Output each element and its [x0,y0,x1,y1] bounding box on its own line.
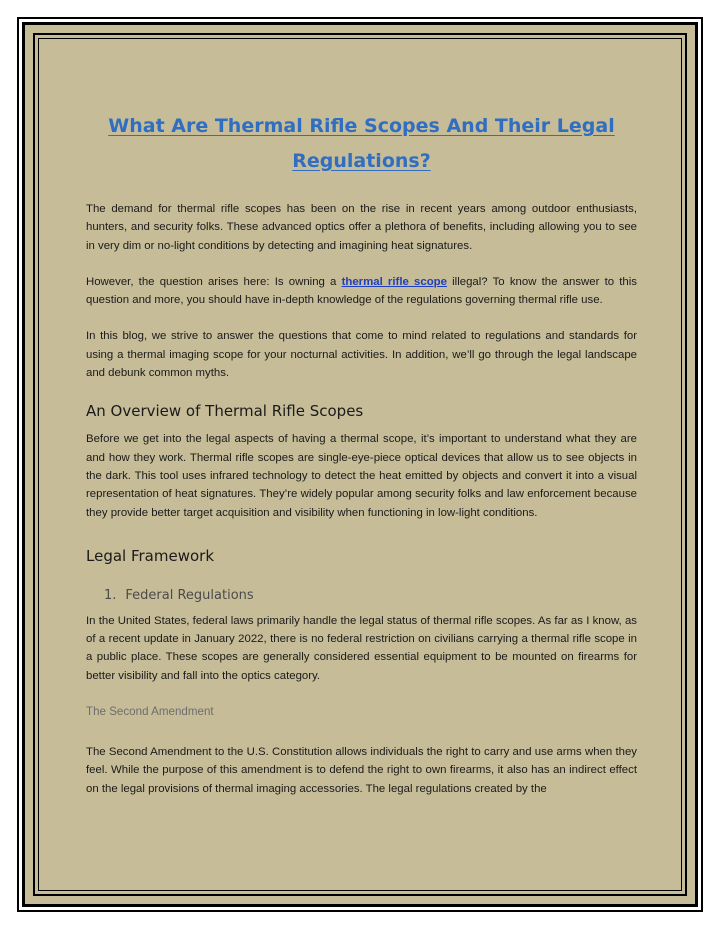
federal-regulations-heading [86,586,637,606]
title-line-1: What Are Thermal Rifle Scopes And Their Legal [108,115,615,137]
blog-paragraph: In this blog, we strive to answer the questions that come to mind related to regulations and standards for using a thermal imaging scope for your nocturnal activities. In addition, we’ll go through the legal landscape and debunk common myths. [86,330,637,380]
title-line-2: Regulations? [292,150,431,172]
question-paragraph [86,273,637,310]
question-text-before: However, the question arises here: Is owning a [86,275,342,288]
document-content [86,109,637,798]
federal-paragraph: In the United States, federal laws primarily handle the legal status of thermal rifle scopes. As far as I know, as of a recent update in January 2022, there is no federal restriction on civilians carrying a thermal rifle scope in a public place. These scopes are generally considered essential equipment to be mounted on firearms for better visibility and fall into the optics category. [86,614,637,682]
overview-heading: An Overview of Thermal Rifle Scopes [86,402,364,421]
list-number: 1. [104,587,117,603]
question-text-after: illegal? To know the answer to this question and more, you should have in-depth knowledge of the regulations governing thermal rifle use. [86,275,637,307]
thermal-rifle-scope-link[interactable]: thermal rifle scope [341,275,447,288]
federal-heading-text: Federal Regulations [125,587,254,603]
second-amendment-heading: The Second Amendment [86,705,214,719]
document-title [86,109,637,179]
intro-paragraph: The demand for thermal rifle scopes has been on the rise in recent years among outdoor enthusiasts, hunters, and security folks. These advanced optics offer a plethora of benefits, including allowing you to see in very dim or no-light conditions by detecting and imagining heat signatures. [86,203,637,252]
legal-framework-heading: Legal Framework [86,546,215,565]
document-page [22,22,698,907]
overview-paragraph: Before we get into the legal aspects of having a thermal scope, it’s important to understand what they are and how they work. Thermal rifle scopes are single-eye-piece optical devices that allow us to see objects in the dark. This tool uses infrared technology to detect the heat emitted by objects and convert it into a visual representation of heat signatures. They’re widely popular among security folks and law enforcement because they provide better target acquisition and visibility when functioning in low-light conditions. [86,433,637,519]
amendment-paragraph: The Second Amendment to the U.S. Constitution allows individuals the right to carry and use arms when they feel. While the purpose of this amendment is to defend the right to own firearms, it also has an indirect effect on the legal provisions of thermal imaging accessories. The legal regulations created by the [86,746,637,795]
